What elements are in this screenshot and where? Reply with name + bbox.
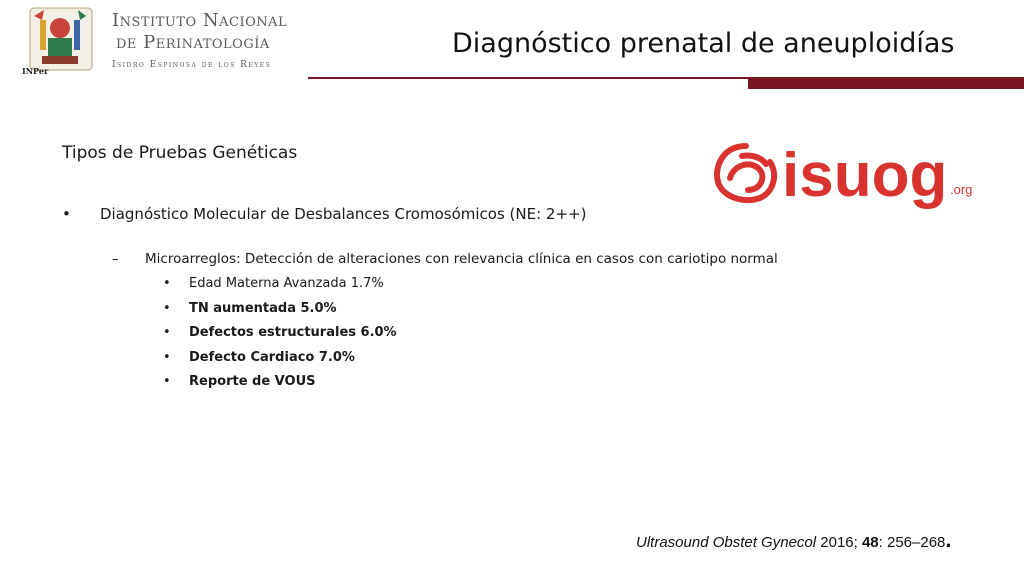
bullet-marker: •: [163, 374, 171, 389]
citation-volume: 48: [861, 534, 879, 551]
bullet-marker: •: [62, 205, 71, 223]
institution-name: [112, 10, 342, 72]
list-item-text: TN aumentada 5.0%: [189, 300, 337, 316]
institution-line1: Instituto Nacional: [112, 10, 288, 31]
citation-year: 2016;: [816, 534, 862, 551]
list-item-text: Edad Materna Avanzada 1.7%: [189, 276, 384, 291]
bullet-text: Diagnóstico Molecular de Desbalances Cromosómicos (NE: 2++): [100, 205, 587, 223]
citation-period: .: [945, 527, 952, 552]
title-divider-accent: [748, 77, 1024, 89]
isuog-wordmark: isuog: [782, 141, 948, 210]
bullet-marker: •: [163, 349, 171, 365]
isuog-suffix: .org: [950, 182, 973, 197]
bullet-marker: •: [163, 276, 171, 291]
citation-journal: Ultrasound Obstet Gynecol: [636, 534, 817, 551]
list-item-text: Reporte de VOUS: [189, 374, 316, 389]
isuog-logo: [708, 134, 978, 214]
list-item-text: Defectos estructurales 6.0%: [189, 325, 397, 340]
bullet-marker: •: [163, 300, 171, 316]
dash-marker: –: [112, 251, 119, 267]
citation: [636, 527, 952, 553]
bullet-text: Microarreglos: Detección de alteraciones con relevancia clínica en casos con cariotipo normal: [145, 251, 778, 267]
slide-title: Diagnóstico prenatal de aneuploidías: [452, 28, 955, 59]
institution-line3: Isidro Espinosa de los Reyes: [112, 60, 272, 70]
citation-pages: : 256–268: [878, 534, 946, 551]
bullet-marker: •: [163, 325, 171, 340]
list-item-text: Defecto Cardiaco 7.0%: [189, 349, 355, 365]
institution-line2: de Perinatología: [116, 32, 270, 53]
inper-logo-label: INPer: [22, 66, 49, 76]
inper-logo: [20, 6, 100, 76]
section-heading: Tipos de Pruebas Genéticas: [62, 143, 298, 163]
